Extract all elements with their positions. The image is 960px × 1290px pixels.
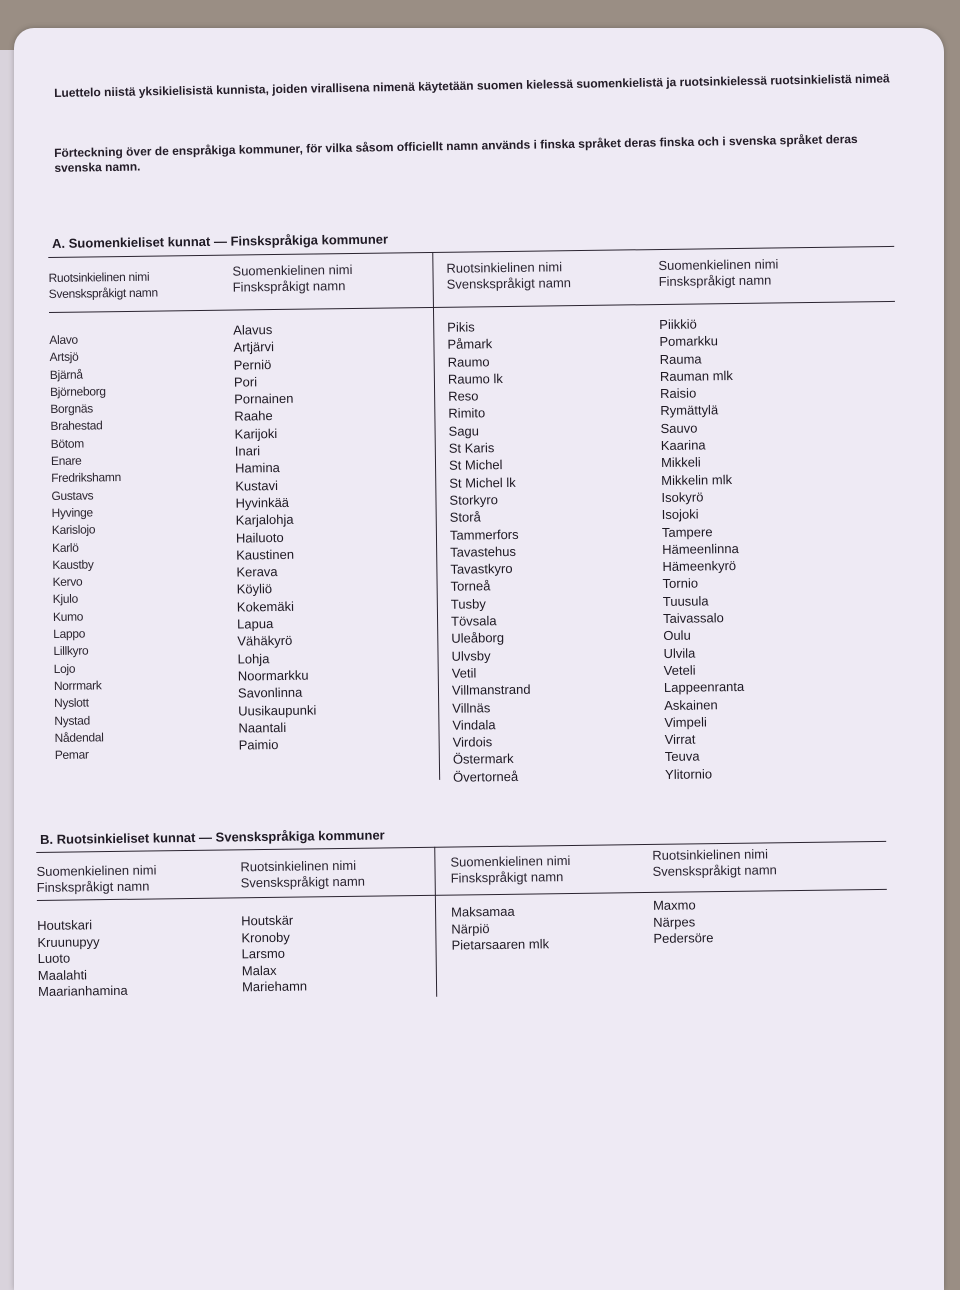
municipality-name: St Michel — [448, 457, 503, 474]
municipality-name: Brahestad — [50, 418, 103, 434]
municipality-name: Tornio — [662, 575, 699, 592]
municipality-name: Ulvila — [663, 645, 696, 661]
municipality-name: Veteli — [663, 662, 696, 678]
section-b-finnish-names-list — [37, 917, 128, 1001]
municipality-name: Mariehamn — [241, 978, 308, 995]
section-a-header-col3: Ruotsinkielinen nimi Svenskspråkigt namn — [446, 259, 572, 292]
municipality-name: Tampere — [661, 523, 713, 540]
section-b-finnish-names-list-2 — [451, 903, 549, 954]
municipality-name: Oulu — [663, 627, 691, 644]
municipality-name: Uusikaupunki — [238, 702, 317, 719]
municipality-name: Raahe — [234, 408, 273, 425]
municipality-name: Villnäs — [452, 699, 491, 716]
municipality-name: Fredrikshamn — [51, 470, 122, 486]
municipality-name: Raisio — [660, 385, 697, 402]
section-b-swedish-names-list — [241, 912, 307, 995]
municipality-name: Kustavi — [235, 477, 279, 494]
section-a-title: A. Suomenkieliset kunnat — Finskspråkiga kommuner — [51, 231, 389, 251]
section-a-divider — [432, 252, 440, 780]
municipality-name: Raumo — [447, 353, 490, 370]
municipality-name: Lojo — [53, 661, 76, 676]
municipality-name: Kaarina — [660, 437, 706, 454]
municipality-name: Ulvsby — [451, 647, 491, 664]
municipality-name: Alavus — [233, 322, 273, 338]
municipality-name: Tammerfors — [449, 526, 519, 543]
municipality-name: Mikkeli — [660, 454, 701, 471]
section-b-title: B. Ruotsinkieliset kunnat — Svenskspråkiga kommuner — [39, 827, 385, 847]
municipality-name: Nystad — [54, 713, 90, 728]
section-b-header-col2: Ruotsinkielinen nimi Svenskspråkigt namn — [240, 857, 366, 891]
section-a-header-col2: Suomenkielinen nimi Finskspråkigt namn — [232, 262, 353, 295]
municipality-name: Kaustinen — [236, 546, 295, 563]
municipality-name: Pietarsaaren mlk — [451, 936, 550, 953]
municipality-name: Karjalohja — [235, 512, 294, 528]
section-a-finnish-municipalities — [48, 225, 901, 796]
municipality-name: Inari — [234, 443, 261, 459]
municipality-name: Hamina — [234, 460, 280, 476]
municipality-name: Isojoki — [661, 506, 699, 523]
section-b-header-rule — [37, 889, 887, 901]
municipality-name: Vetil — [451, 665, 477, 681]
municipality-name: Uleåborg — [451, 630, 505, 647]
municipality-name: Teuva — [664, 748, 700, 765]
municipality-name: Maarianhamina — [37, 982, 128, 999]
municipality-name: Rimito — [448, 405, 486, 422]
municipality-name: Karlö — [51, 540, 79, 555]
municipality-name: Kumo — [52, 609, 84, 624]
municipality-name: Vindala — [452, 717, 496, 733]
municipality-name: Tuusula — [662, 593, 709, 609]
municipality-name: Savonlinna — [237, 684, 303, 701]
municipality-name: Bötom — [50, 436, 84, 451]
municipality-name: Mikkelin mlk — [661, 471, 733, 488]
municipality-name: Hyvinge — [51, 505, 93, 520]
municipality-name: Raumo lk — [447, 370, 503, 387]
municipality-name: Närpes — [653, 913, 696, 930]
municipality-name: Köyliö — [236, 581, 273, 598]
municipality-name: Östermark — [452, 751, 514, 768]
section-a-swedish-names-list-2 — [447, 318, 532, 786]
municipality-name: Bjärnå — [49, 367, 83, 382]
municipality-name: Kokemäki — [236, 598, 295, 615]
municipality-name: Rauma — [659, 351, 702, 367]
municipality-name: Tövsala — [450, 613, 497, 629]
municipality-name: Rauman mlk — [659, 367, 733, 384]
municipality-name: Ylitornio — [664, 766, 713, 782]
municipality-name: Kerava — [236, 564, 278, 580]
municipality-name: Pori — [233, 374, 258, 390]
municipality-name: Nådendal — [54, 730, 104, 745]
municipality-name: Vähäkyrö — [237, 633, 293, 649]
municipality-name: Hämeenlinna — [662, 540, 739, 557]
municipality-name: Villmanstrand — [451, 681, 531, 698]
municipality-name: Alavo — [49, 332, 78, 347]
municipality-name: Isokyrö — [661, 489, 704, 505]
municipality-name: Paimio — [238, 737, 279, 753]
municipality-name: Hämeenkyrö — [662, 558, 737, 575]
municipality-name: Karijoki — [234, 425, 278, 442]
intro-swedish: Förteckning över de enspråkiga kommuner, för vilka såsom officiellt namn används i finska språket deras finska och i svenska språket deras svenska namn. — [54, 131, 858, 175]
municipality-name: Lohja — [237, 650, 270, 667]
municipality-name: Hailuoto — [235, 529, 284, 546]
municipality-name: Rymättylä — [660, 402, 719, 419]
municipality-name: Hyvinkää — [235, 494, 290, 511]
municipality-name: Pedersöre — [653, 930, 714, 946]
municipality-name: Maxmo — [652, 897, 696, 913]
municipality-name: Noormarkku — [237, 667, 309, 684]
municipality-name: Piikkiö — [659, 316, 697, 333]
section-a-swedish-names-list — [49, 331, 124, 764]
municipality-name: Lapua — [236, 616, 274, 632]
municipality-name: Artjärvi — [233, 339, 275, 355]
municipality-name: Tavastkyro — [450, 561, 513, 577]
municipality-name: Virdois — [452, 734, 493, 750]
municipality-name: Houtskari — [37, 917, 93, 933]
municipality-name: Taivassalo — [662, 610, 724, 627]
municipality-name: Kervo — [52, 574, 83, 590]
municipality-name: Perniö — [233, 356, 272, 373]
municipality-name: Kjulo — [52, 592, 79, 607]
municipality-name: Gustavs — [51, 488, 94, 503]
section-a-header-col4: Suomenkielinen nimi Finskspråkigt namn — [658, 256, 779, 290]
municipality-name: Övertorneå — [453, 768, 519, 785]
municipality-name: St Karis — [448, 440, 495, 456]
municipality-name: Pomarkku — [659, 333, 719, 350]
section-a-header-col1: Ruotsinkielinen nimi Svenskspråkigt namn — [48, 269, 158, 301]
municipality-name: Storkyro — [449, 492, 498, 508]
section-a-finnish-names-list — [233, 321, 317, 754]
municipality-name: Norrmark — [53, 678, 102, 693]
municipality-name: Malax — [241, 962, 277, 978]
municipality-name: Houtskär — [241, 912, 294, 929]
municipality-name: Maalahti — [37, 966, 88, 983]
section-b-header-col3: Suomenkielinen nimi Finskspråkigt namn — [450, 853, 571, 886]
municipality-name: Sauvo — [660, 420, 698, 436]
intro-finnish: Luettelo niistä yksikielisistä kunnista, joiden virallisena nimenä käytetään suomen kielessä suomenkielistä ja ruotsinkielessä ruotsinkielistä nimeä — [54, 71, 890, 100]
section-b-divider — [434, 847, 437, 997]
section-b-header-col1: Suomenkielinen nimi Finskspråkigt namn — [36, 862, 157, 895]
municipality-name: Maksamaa — [450, 903, 515, 920]
municipality-name: Vimpeli — [664, 714, 707, 730]
municipality-name: Tavastehus — [450, 543, 517, 560]
municipality-name: Lappo — [53, 626, 86, 642]
municipality-name: Nyslott — [54, 695, 89, 711]
municipality-name: Enare — [50, 453, 82, 469]
municipality-name: Lappeenranta — [663, 679, 745, 696]
municipality-name: Naantali — [238, 719, 287, 736]
municipality-name: Borgnäs — [50, 401, 93, 417]
municipality-name: Närpiö — [451, 920, 490, 937]
municipality-name: Artsjö — [49, 349, 79, 365]
municipality-name: Björneborg — [49, 384, 106, 399]
municipality-name: Kronoby — [241, 929, 290, 945]
municipality-name: Pemar — [54, 747, 89, 763]
municipality-name: Torneå — [450, 578, 491, 595]
municipality-name: Reso — [448, 388, 479, 404]
municipality-name: Virrat — [664, 731, 696, 748]
municipality-name: Karislojo — [51, 522, 96, 538]
municipality-name: Pornainen — [234, 390, 294, 407]
municipality-name: Kruunupyy — [37, 933, 100, 950]
municipality-name: Larsmo — [241, 945, 286, 962]
municipality-name: Askainen — [664, 696, 718, 713]
municipality-name: Lillkyro — [53, 643, 89, 659]
municipality-name: Tusby — [450, 596, 486, 612]
municipality-name: Påmark — [447, 336, 493, 353]
section-b-swedish-names-list-2 — [653, 897, 714, 947]
municipality-name: Storå — [449, 509, 481, 526]
section-a-finnish-names-list-2 — [659, 315, 745, 783]
municipality-name: Pikis — [447, 319, 475, 335]
municipality-name: St Michel lk — [449, 474, 516, 491]
municipality-name: Kaustby — [52, 557, 94, 572]
section-b-header-col4: Ruotsinkielinen nimi Svenskspråkigt namn — [652, 846, 777, 879]
municipality-name: Luoto — [37, 950, 71, 966]
section-a-header-rule — [49, 301, 895, 313]
section-b-swedish-municipalities — [36, 821, 894, 1004]
municipality-name: Sagu — [448, 423, 480, 439]
